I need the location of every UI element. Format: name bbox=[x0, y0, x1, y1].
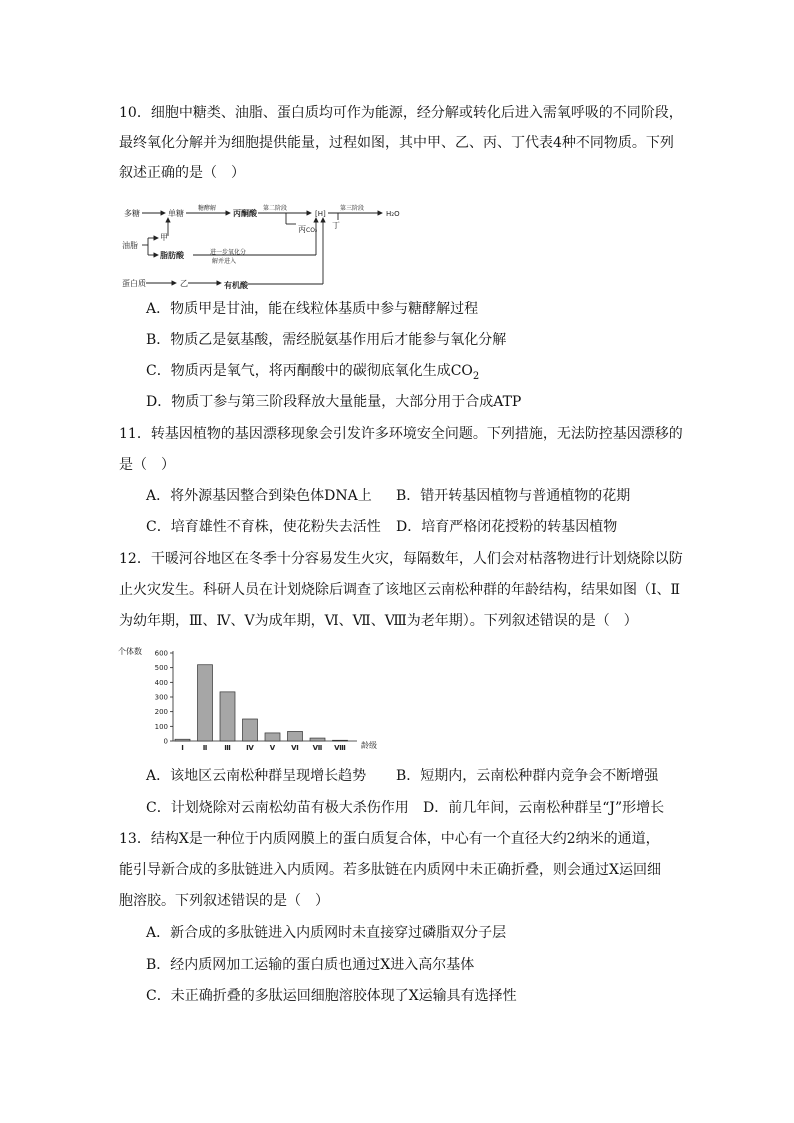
q10-option-c[interactable] bbox=[146, 361, 479, 387]
bar bbox=[265, 733, 280, 741]
bar bbox=[175, 739, 190, 741]
q11-option-a[interactable]: A．将外源基因整合到染色体DNA上 bbox=[146, 488, 372, 504]
q12-option-b[interactable]: B．短期内，云南松种群内竞争会不断增强 bbox=[396, 768, 659, 784]
y-tick-label: 0 bbox=[163, 737, 168, 746]
q12-stem-line2: 止火灾发生。科研人员在计划烧除后调查了该地区云南松种群的年龄结构，结果如图（Ⅰ、Ⅱ bbox=[119, 582, 681, 598]
q11-stem-line2: 是（ ） bbox=[119, 457, 175, 473]
x-tick-label: Ⅵ bbox=[291, 744, 299, 752]
label-further-ox1: 进一步氧化分 bbox=[210, 249, 247, 256]
label-organic-acid: 有机酸 bbox=[224, 281, 248, 290]
x-tick-label: Ⅴ bbox=[269, 744, 276, 752]
label-bing: 丙 bbox=[298, 225, 306, 234]
label-pyruvate: 丙酮酸 bbox=[233, 209, 257, 218]
bar bbox=[220, 692, 235, 741]
bar bbox=[243, 719, 258, 741]
q13-option-b[interactable]: B．经内质网加工运输的蛋白质也通过X进入高尔基体 bbox=[146, 957, 475, 973]
label-jia: 甲 bbox=[160, 233, 168, 242]
x-tick-label: Ⅲ bbox=[224, 744, 231, 752]
q10-option-b[interactable]: B．物质乙是氨基酸，需经脱氨基作用后才能参与氧化分解 bbox=[146, 332, 507, 348]
label-h2o: H₂O bbox=[386, 210, 400, 218]
label-fatty-acid: 脂肪酸 bbox=[160, 251, 184, 260]
age-structure-bar-chart bbox=[118, 644, 377, 756]
q11-option-c[interactable]: C．培育雄性不育株，使花粉失去活性 bbox=[146, 519, 381, 535]
label-stage3: 第三阶段 bbox=[340, 205, 365, 212]
x-tick-label: Ⅱ bbox=[202, 744, 208, 752]
bar bbox=[310, 738, 325, 741]
bar bbox=[198, 665, 213, 741]
label-h: [H] bbox=[315, 210, 326, 218]
q10-stem-line3: 叙述正确的是（ ） bbox=[119, 165, 245, 181]
label-ding: 丁 bbox=[332, 221, 340, 230]
y-tick-label: 100 bbox=[154, 722, 168, 731]
q12-option-a[interactable]: A．该地区云南松种群呈现增长趋势 bbox=[146, 768, 367, 784]
q13-option-a[interactable]: A．新合成的多肽链进入内质网时未直接穿过磷脂双分子层 bbox=[146, 925, 507, 941]
q11-option-d[interactable]: D．培育严格闭花授粉的转基因植物 bbox=[396, 519, 618, 535]
label-stage2: 第二阶段 bbox=[263, 205, 288, 212]
label-further-ox2: 解并进入 bbox=[212, 258, 237, 265]
q13-stem-line2: 能引导新合成的多肽链进入内质网。若多肽链在内质网中未正确折叠，则会通过X运回细 bbox=[119, 862, 661, 878]
y-tick-label: 400 bbox=[154, 678, 168, 687]
q12-stem-line1: 12．干暖河谷地区在冬季十分容易发生火灾，每隔数年，人们会对枯落物进行计划烧除以防 bbox=[119, 551, 683, 567]
y-axis-label: 个体数 bbox=[118, 647, 142, 656]
x-tick-label: Ⅳ bbox=[246, 744, 254, 752]
x-tick-label: Ⅰ bbox=[181, 744, 184, 752]
q10-option-c-text: C．物质丙是氧气，将丙酮酸中的碳彻底氧化生成CO bbox=[146, 363, 473, 379]
label-co2: CO₂ bbox=[306, 227, 318, 234]
label-monosaccharide: 单糖 bbox=[168, 209, 184, 218]
x-axis-label: 龄级 bbox=[361, 741, 377, 750]
q12-option-d[interactable]: D．前几年间，云南松种群呈“J”形增长 bbox=[423, 800, 665, 816]
q12-stem-line3: 为幼年期，Ⅲ、Ⅳ、Ⅴ为成年期，Ⅵ、Ⅶ、Ⅷ为老年期）。下列叙述错误的是（ ） bbox=[119, 613, 638, 629]
q10-option-d[interactable]: D．物质丁参与第三阶段释放大量能量，大部分用于合成ATP bbox=[146, 394, 522, 410]
x-tick-label: Ⅷ bbox=[334, 744, 346, 752]
q13-stem-line3: 胞溶胶。下列叙述错误的是（ ） bbox=[119, 893, 329, 909]
q10-option-a[interactable]: A．物质甲是甘油，能在线粒体基质中参与糖酵解过程 bbox=[146, 301, 479, 317]
q13-stem-line1: 13．结构X是一种位于内质网膜上的蛋白质复合体，中心有一个直径大约2纳米的通道， bbox=[119, 831, 660, 847]
q11-stem-line1: 11．转基因植物的基因漂移现象会引发许多环境安全问题。下列措施，无法防控基因漂移的 bbox=[119, 426, 683, 442]
label-yi: 乙 bbox=[180, 279, 188, 288]
q10-stem-line2: 最终氧化分解并为细胞提供能量，过程如图，其中甲、乙、丙、丁代表4种不同物质。下列 bbox=[119, 135, 674, 151]
q10-option-c-subscript: 2 bbox=[472, 370, 480, 382]
y-tick-label: 600 bbox=[154, 649, 168, 658]
y-tick-label: 200 bbox=[154, 708, 168, 717]
q11-option-b[interactable]: B．错开转基因植物与普通植物的花期 bbox=[396, 488, 631, 504]
q10-stem-line1: 10．细胞中糖类、油脂、蛋白质均可作为能源，经分解或转化后进入需氧呼吸的不同阶段， bbox=[119, 105, 683, 121]
label-glycolysis: 糖酵解 bbox=[198, 205, 217, 212]
q13-option-c[interactable]: C．未正确折叠的多肽运回细胞溶胶体现了X运输具有选择性 bbox=[146, 988, 517, 1004]
q12-option-c[interactable]: C．计划烧除对云南松幼苗有极大杀伤作用 bbox=[146, 800, 409, 816]
bar bbox=[288, 731, 303, 741]
label-polysaccharide: 多糖 bbox=[124, 209, 140, 218]
y-tick-label: 300 bbox=[154, 693, 168, 702]
x-tick-label: Ⅶ bbox=[312, 744, 323, 752]
y-tick-label: 500 bbox=[154, 664, 168, 673]
bar bbox=[333, 740, 348, 741]
respiration-pathway-diagram bbox=[118, 198, 408, 294]
label-protein: 蛋白质 bbox=[122, 279, 146, 288]
label-fat: 油脂 bbox=[122, 241, 138, 250]
